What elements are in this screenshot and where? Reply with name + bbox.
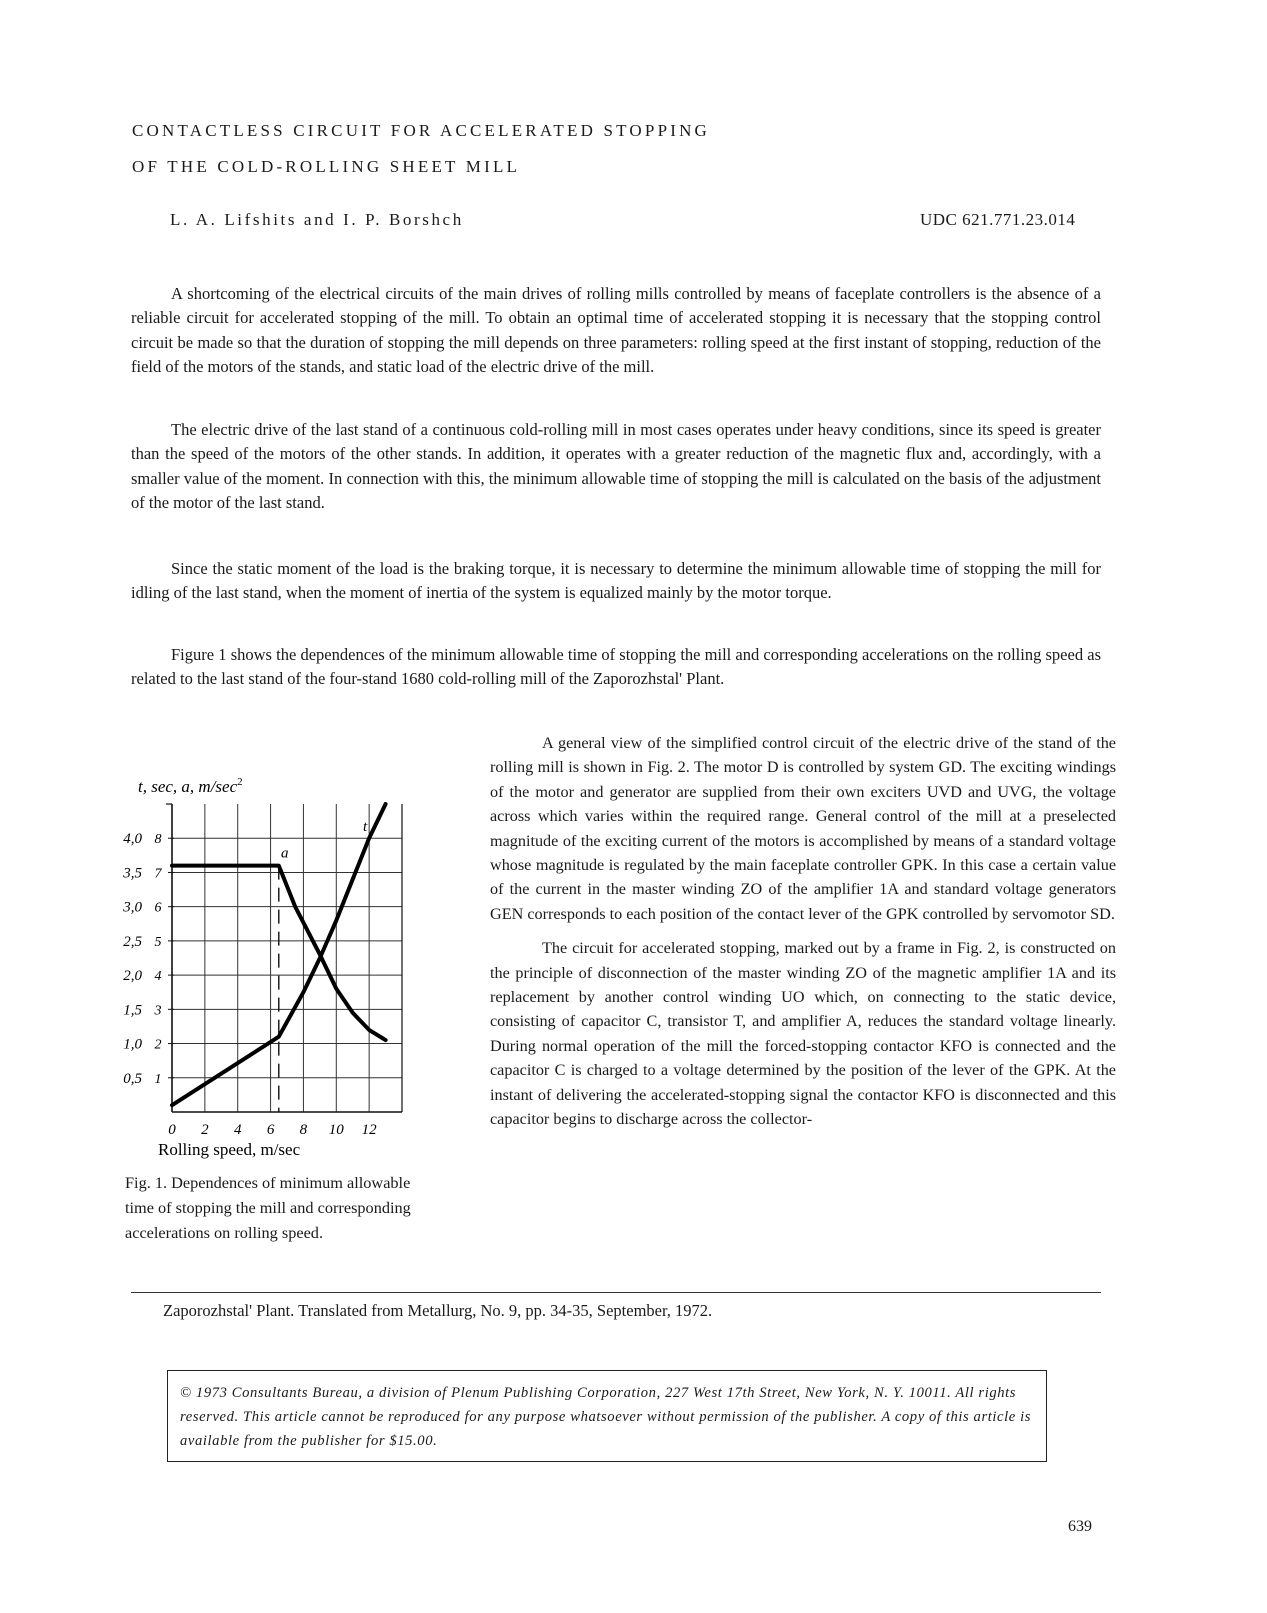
chart-y-tick-label-inner: 4 xyxy=(154,969,162,985)
chart-y-tick-label-left: 1,0 xyxy=(123,1036,142,1053)
chart-x-ticks xyxy=(168,1122,377,1138)
figure-1-chart xyxy=(110,770,450,1170)
chart-ylabel: t, sec, a, $m/\sec^2$ xyxy=(138,776,243,796)
footnote-rule xyxy=(131,1292,1101,1293)
paragraph-2: The electric drive of the last stand of a continuous cold-rolling mill in most cases operates under heavy conditions, since its speed is greater than the speed of the motors of the other stands. In addition, it operates with a greater reduction of the magnetic flux and, accordingly, with a smaller value of the moment. In connection with this, the minimum allowable time of stopping the mill is calculated on the basis of the adjustment of the motor of the last stand. xyxy=(131,420,1101,512)
chart-xlabel: Rolling speed, m/sec xyxy=(158,1140,301,1159)
chart-y-tick-label-left: 2,0 xyxy=(123,968,142,985)
copyright-box xyxy=(167,1370,1047,1462)
right-paragraph-1: A general view of the simplified control circuit of the electric drive of the stand of the rolling mill is shown in Fig. 2. The motor D is controlled by system GD. The exciting windings of the motor and generator are supplied from their own exciters UVD and UVG, the voltage across which varies within the required range. General control of the mill at a preselected magnitude of the exciting current of the motors is accomplished by means of a standard voltage whose magnitude is regulated by the main faceplate controller GPK. In this case a certain value of the current in the master winding ZO of the amplifier 1A and standard voltage generators GEN corresponds to each position of the contact lever of the GPK controlled by servomotor SD. xyxy=(490,734,1116,923)
footnote: Zaporozhstal' Plant. Translated from Metallurg, No. 9, pp. 34-35, September, 1972. xyxy=(163,1301,713,1320)
title-line-1: CONTACTLESS CIRCUIT FOR ACCELERATED STOPPING xyxy=(132,121,711,140)
chart-y-ticks-left xyxy=(122,831,142,1087)
chart-y-tick-label-left: 2,5 xyxy=(123,933,142,950)
paragraph-4: Figure 1 shows the dependences of the minimum allowable time of stopping the mill and corresponding accelerations on the rolling speed as related to the last stand of the four-stand 1680 cold-rolling mill of the Zaporozhstal' Plant. xyxy=(131,645,1101,689)
chart-y-tick-label-inner: 3 xyxy=(154,1003,162,1019)
chart-y-tick-label-left: 3,5 xyxy=(123,865,142,882)
figure-caption: Fig. 1. Dependences of minimum allowable time of stopping the mill and corresponding accelerations on rolling speed. xyxy=(125,1173,411,1242)
right-column xyxy=(490,731,1116,1142)
chart-x-tick-label: 10 xyxy=(328,1122,344,1138)
chart-y-tick-label-inner: 6 xyxy=(154,900,162,916)
chart-y-tick-label-inner: 5 xyxy=(154,934,162,950)
udc-code: UDC 621.771.23.014 xyxy=(920,210,1076,229)
chart-y-tick-label-inner: 2 xyxy=(154,1037,162,1053)
chart-y-tick-label-left: 3,0 xyxy=(123,899,142,916)
page-number: 639 xyxy=(1068,1518,1092,1535)
paragraph-1: A shortcoming of the electrical circuits of the main drives of rolling mills controlled by means of faceplate controllers is the absence of a reliable circuit for accelerated stopping of the mill. To obtain an optimal time of accelerated stopping it is necessary that the stopping control circuit be made so that the duration of stopping the mill depends on three parameters: rolling speed at the first instant of stopping, reduction of the field of the motors of the stands, and static load of the electric drive of the mill. xyxy=(131,284,1101,376)
chart-x-tick-label: 12 xyxy=(361,1122,377,1138)
chart-x-tick-label: 4 xyxy=(233,1122,242,1138)
copyright-text: © 1973 Consultants Bureau, a division of Plenum Publishing Corporation, 227 West 17th Street, New York, N. Y. 10011. All rights reserved. This article cannot be reproduced for any purpose whatsoever without permission of the publisher. A copy of this article is available from the publisher for $15.00. xyxy=(180,1385,1032,1449)
chart-x-tick-label: 8 xyxy=(299,1122,308,1138)
chart-y-tick-label-left: 0,5 xyxy=(123,1070,142,1087)
authors: L. A. Lifshits and I. P. Borshch xyxy=(170,210,464,229)
series-label-t: t xyxy=(363,818,368,835)
chart-y-tick-label-inner: 1 xyxy=(154,1071,162,1087)
chart-x-tick-label: 0 xyxy=(168,1122,176,1138)
chart-y-tick-label-left: 1,5 xyxy=(123,1002,142,1019)
series-label-a: a xyxy=(281,845,289,862)
paragraph-3: Since the static moment of the load is the braking torque, it is necessary to determine the minimum allowable time of stopping the mill for idling of the last stand, when the moment of inertia of the system is equalized mainly by the motor torque. xyxy=(131,559,1101,603)
title-line-2: OF THE COLD-ROLLING SHEET MILL xyxy=(132,157,521,176)
chart-y-ticks-inner xyxy=(154,832,175,1087)
chart-y-tick-label-left: 4,0 xyxy=(123,831,142,848)
chart-x-tick-label: 6 xyxy=(266,1122,275,1138)
chart-x-tick-label: 2 xyxy=(201,1122,209,1138)
right-paragraph-2: The circuit for accelerated stopping, marked out by a frame in Fig. 2, is constructed on the principle of disconnection of the master winding ZO of the magnetic amplifier 1A and its replacement by another control winding UO which, on connecting to the static device, consisting of capacitor C, transistor T, and amplifier A, reduces the standard voltage linearly. During normal operation of the mill the forced-stopping contactor KFO is connected and the capacitor C is charged to a voltage determined by the position of the lever of the GPK. At the instant of delivering the accelerated-stopping signal the contactor KFO is disconnected and this capacitor begins to discharge across the collector- xyxy=(490,939,1116,1129)
chart-y-tick-label-inner: 8 xyxy=(154,832,162,848)
chart-y-tick-label-inner: 7 xyxy=(154,866,162,882)
